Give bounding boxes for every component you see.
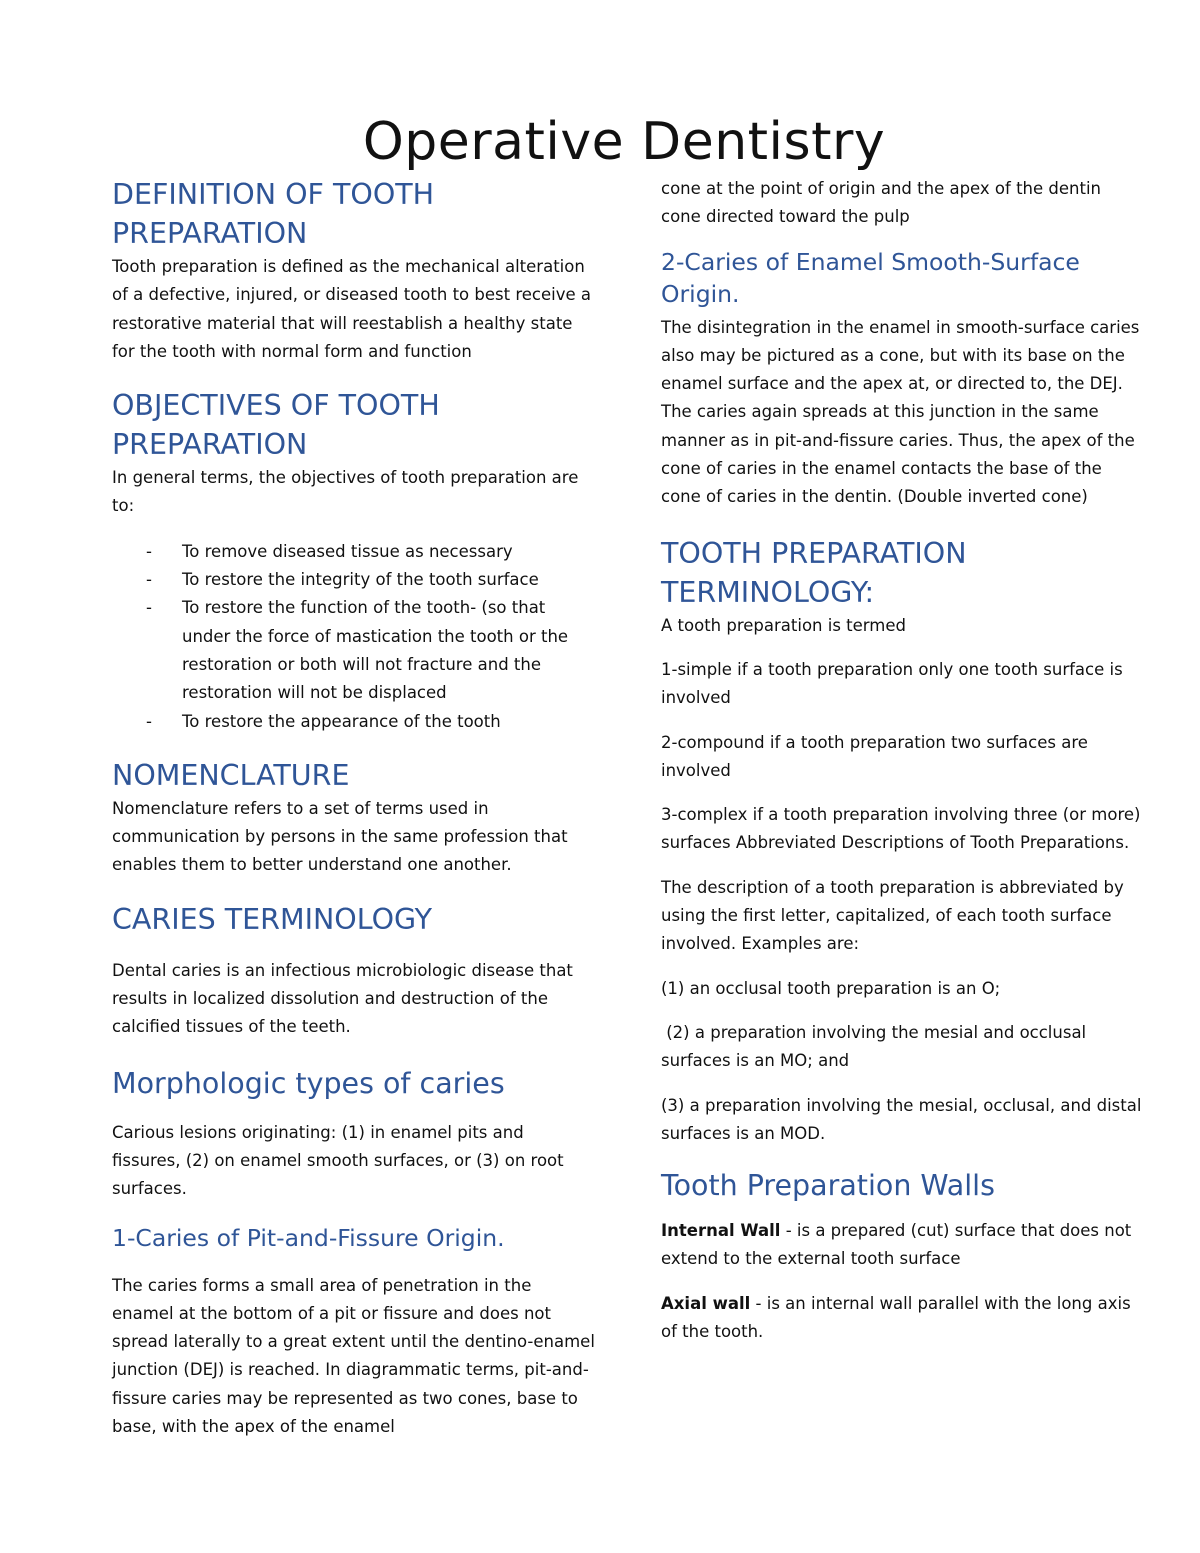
morphologic-body: Carious lesions originating: (1) in enamel pits and fissures, (2) on enamel smooth surfaces, or (3) on root surfaces. <box>112 1122 564 1199</box>
page-title: Operative Dentistry <box>362 112 886 172</box>
axial-wall-definition: - is an internal wall parallel with the long axis of the tooth. <box>661 1293 1131 1342</box>
internal-wall-term: Internal Wall <box>661 1221 781 1241</box>
list-item: - To remove diseased tissue as necessary <box>112 538 597 566</box>
walls-heading: Tooth Preparation Walls <box>661 1169 995 1203</box>
nomenclature-body: Nomenclature refers to a set of terms used in communication by persons in the same profession that enables them to better understand one another. <box>112 798 568 875</box>
list-item: - To restore the appearance of the tooth <box>112 708 597 736</box>
prep-simple: 1-simple if a tooth preparation only one tooth surface is involved <box>661 659 1123 708</box>
internal-wall-definition: - is a prepared (cut) surface that does not extend to the external tooth surface <box>661 1221 1132 1269</box>
left-column <box>112 175 597 1441</box>
pit-fissure-body: The caries forms a small area of penetration in the enamel at the bottom of a pit or fissure and does not spread laterally to a great extent until the dentino-enamel junction (DEJ) is reached. In diagrammatic terms, pit-and-fissure caries may be represented as two cones, base to base, with the apex of the enamel <box>112 1275 595 1437</box>
objectives-intro: In general terms, the objectives of tooth preparation are to: <box>112 468 579 516</box>
bullet-dash: - <box>146 570 152 590</box>
caries-terminology-body: Dental caries is an infectious microbiologic disease that results in localized dissolution and destruction of the calcified tissues of the teeth. <box>112 960 573 1037</box>
right-column <box>661 175 1146 1346</box>
internal-wall <box>661 1217 1146 1274</box>
prep-example-2: (2) a preparation involving the mesial and occlusal surfaces is an MO; and <box>661 1022 1092 1071</box>
definition-heading: DEFINITION OF TOOTH PREPARATION <box>112 178 435 250</box>
list-item: - To restore the function of the tooth- (so that under the force of mastication the tooth or the restoration or both will not fracture and the restoration will not be displaced <box>112 594 597 707</box>
smooth-surface-heading: 2-Caries of Enamel Smooth-Surface Origin. <box>661 247 1080 308</box>
continued-text: cone at the point of origin and the apex of the dentin cone directed toward the pulp <box>661 179 1101 227</box>
definition-body: Tooth preparation is defined as the mechanical alteration of a defective, injured, or diseased tooth to best receive a restorative material that will reestablish a healthy state for the tooth with normal form and function <box>112 257 591 361</box>
caries-terminology-heading: CARIES TERMINOLOGY <box>112 902 433 936</box>
smooth-surface-body: The disintegration in the enamel in smooth-surface caries also may be pictured as a cone, but with its base on the enamel surface and the apex at, or directed to, the DEJ. The caries again spreads at this junction in the same manner as in pit-and-fissure caries. Thus, the apex of the cone of caries in the enamel contacts the base of the cone of caries in the dentin. (Double inverted cone) <box>661 317 1140 507</box>
prep-example-1: (1) an occlusal tooth preparation is an O; <box>661 978 1001 998</box>
prep-description: The description of a tooth preparation is abbreviated by using the first letter, capitalized, of each tooth surface involved. Examples are: <box>661 877 1124 954</box>
objectives-heading: OBJECTIVES OF TOOTH PREPARATION <box>112 389 440 462</box>
pit-fissure-heading: 1-Caries of Pit-and-Fissure Origin. <box>112 1223 505 1252</box>
bullet-dash: - <box>146 711 152 731</box>
morphologic-heading: Morphologic types of caries <box>112 1066 505 1100</box>
bullet-dash: - <box>146 541 152 561</box>
axial-wall-term: Axial wall <box>661 1293 751 1313</box>
prep-terminology-heading: TOOTH PREPARATION TERMINOLOGY: <box>661 536 967 609</box>
prep-compound: 2-compound if a tooth preparation two surfaces are involved <box>661 732 1088 780</box>
prep-example-3: (3) a preparation involving the mesial, occlusal, and distal surfaces is an MOD. <box>661 1095 1142 1143</box>
bullet-dash: - <box>146 598 152 618</box>
nomenclature-heading: NOMENCLATURE <box>112 758 350 792</box>
axial-wall <box>661 1290 1146 1347</box>
prep-complex: 3-complex if a tooth preparation involving three (or more) surfaces Abbreviated Descriptions of Tooth Preparations. <box>661 805 1141 853</box>
list-item: - To restore the integrity of the tooth surface <box>112 566 597 594</box>
objectives-list <box>112 538 597 736</box>
prep-terminology-intro: A tooth preparation is termed <box>661 615 906 635</box>
